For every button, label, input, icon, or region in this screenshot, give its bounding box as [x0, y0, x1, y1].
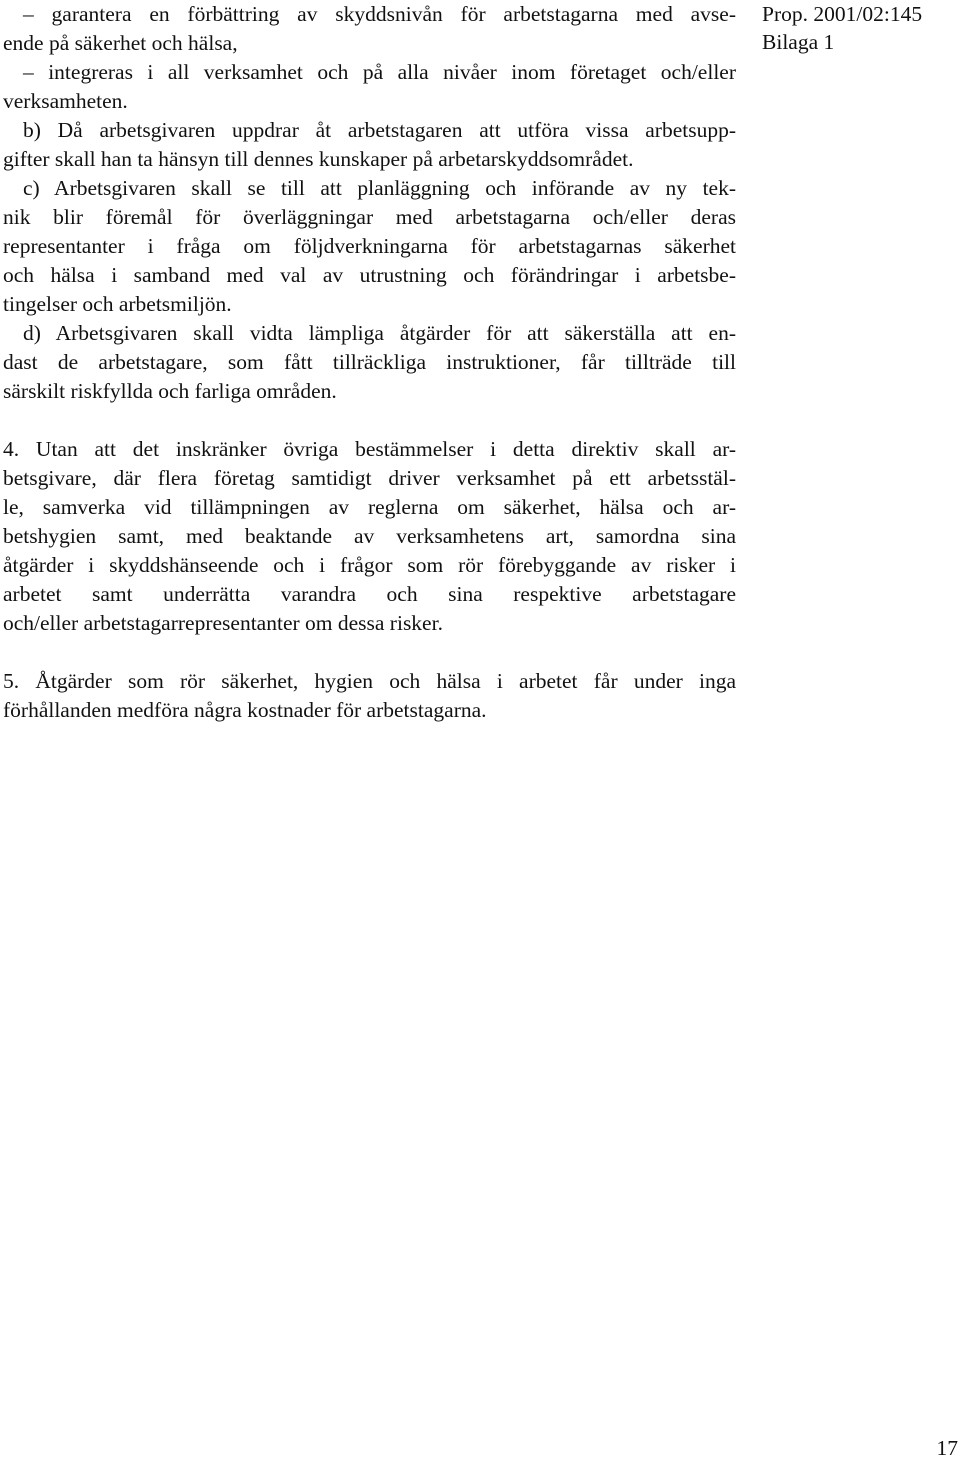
appendix-label: Bilaga 1 — [762, 30, 835, 54]
text-line: förhållanden medföra några kostnader för arbetstagarna. — [3, 698, 487, 722]
paragraph-d — [3, 319, 736, 406]
dash-item-1 — [3, 0, 736, 58]
page-number: 17 — [936, 1436, 958, 1460]
paragraph-4 — [3, 435, 736, 638]
proposition-number: Prop. 2001/02:145 — [762, 2, 923, 26]
body-text — [3, 0, 736, 725]
text-line: gifter skall han ta hänsyn till dennes kunskaper på arbetarskyddsområdet. — [3, 147, 634, 171]
margin-note — [762, 0, 922, 56]
text-line: nik blir föremål för överläggningar med arbetstagarna och/eller deras — [3, 205, 736, 229]
text-line: och/eller arbetstagarrepresentanter om dessa risker. — [3, 611, 443, 635]
text-line: arbetet samt underrätta varandra och sina respektive arbetstagare — [3, 582, 736, 606]
dash-item-2 — [3, 58, 736, 116]
text-line: le, samverka vid tillämpningen av reglerna om säkerhet, hälsa och ar- — [3, 495, 736, 519]
text-line: ende på säkerhet och hälsa, — [3, 31, 238, 55]
text-line: betsgivare, där flera företag samtidigt driver verksamhet på ett arbetsstäl- — [3, 466, 736, 490]
text-line: b) Då arbetsgivaren uppdrar åt arbetstagaren att utföra vissa arbetsupp- — [23, 118, 736, 142]
paragraph-b — [3, 116, 736, 174]
text-line: 5. Åtgärder som rör säkerhet, hygien och hälsa i arbetet får under inga — [3, 669, 736, 693]
text-line: och hälsa i samband med val av utrustning och förändringar i arbetsbe- — [3, 263, 736, 287]
text-line: dast de arbetstagare, som fått tillräckliga instruktioner, får tillträde till — [3, 350, 736, 374]
paragraph-5 — [3, 667, 736, 725]
text-line: åtgärder i skyddshänseende och i frågor som rör förebyggande av risker i — [3, 553, 736, 577]
text-line: tingelser och arbetsmiljön. — [3, 292, 232, 316]
text-line: betshygien samt, med beaktande av verksamhetens art, samordna sina — [3, 524, 736, 548]
text-line: – integreras i all verksamhet och på alla nivåer inom företaget och/eller — [23, 60, 736, 84]
paragraph-c — [3, 174, 736, 319]
paragraph-spacer — [3, 406, 736, 435]
text-line: representanter i fråga om följdverkningarna för arbetstagarnas säkerhet — [3, 234, 736, 258]
paragraph-spacer — [3, 638, 736, 667]
text-line: d) Arbetsgivaren skall vidta lämpliga åtgärder för att säkerställa att en- — [23, 321, 736, 345]
text-line: – garantera en förbättring av skyddsnivån för arbetstagarna med avse- — [23, 2, 736, 26]
text-line: c) Arbetsgivaren skall se till att planläggning och införande av ny tek- — [23, 176, 736, 200]
text-line: verksamheten. — [3, 89, 128, 113]
text-line: särskilt riskfyllda och farliga områden. — [3, 379, 337, 403]
text-line: 4. Utan att det inskränker övriga bestämmelser i detta direktiv skall ar- — [3, 437, 736, 461]
